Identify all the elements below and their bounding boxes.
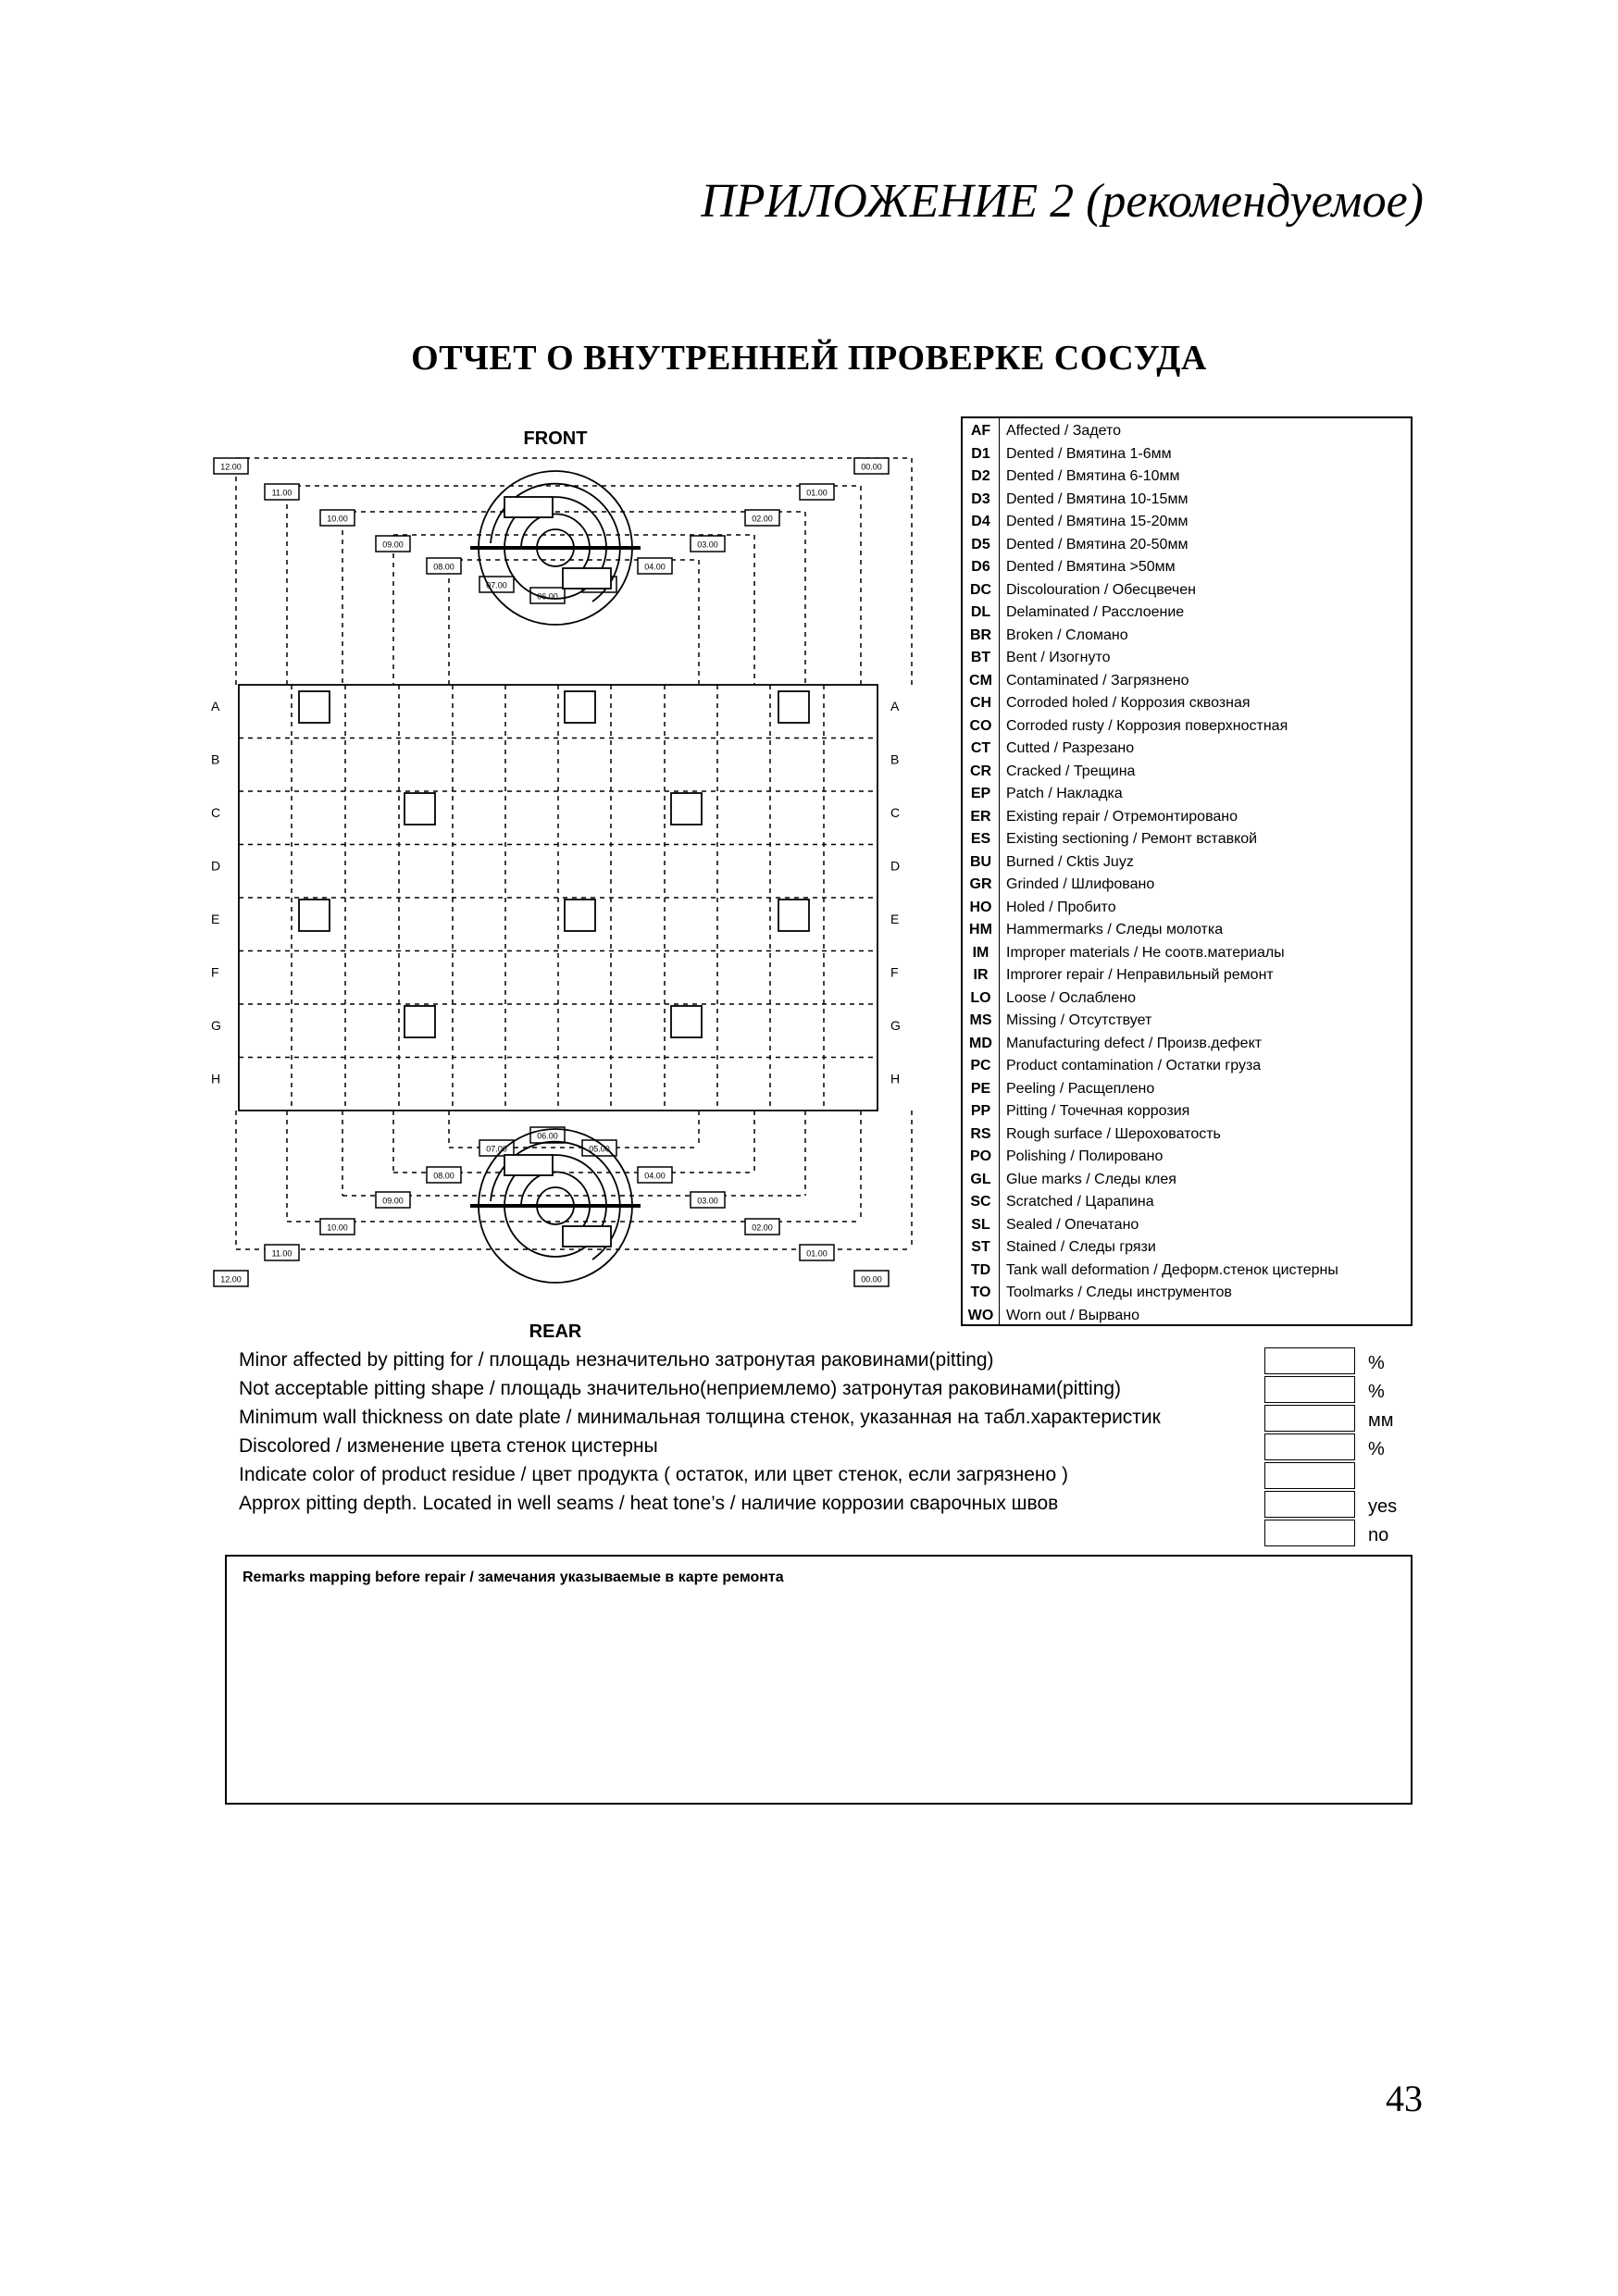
- question-text: Indicate color of product residue / цвет продукта ( остаток, или цвет стенок, если загрязнено ): [239, 1464, 1069, 1485]
- front-label: FRONT: [523, 428, 588, 449]
- legend-text: Dented / Вмятина 10-15мм: [1006, 490, 1189, 507]
- legend-code: PC: [970, 1058, 991, 1074]
- clock-label: 06.00: [537, 591, 558, 602]
- legend-text: Contaminated / Загрязнено: [1006, 672, 1189, 689]
- row-label-left: E: [211, 912, 220, 926]
- answer-field[interactable]: [1264, 1491, 1355, 1518]
- legend-text: Grinded / Шлифовано: [1006, 876, 1155, 892]
- clock-label: 07.00: [486, 580, 507, 590]
- clock-label: 08.00: [433, 1171, 454, 1181]
- row-label-left: B: [211, 751, 220, 767]
- legend-row: [963, 919, 1411, 942]
- legend-code: AF: [970, 423, 991, 439]
- legend-code: WO: [967, 1307, 994, 1323]
- answer-field[interactable]: [1264, 1462, 1355, 1489]
- legend-code: GR: [969, 876, 992, 892]
- legend-code: SL: [971, 1216, 990, 1233]
- answer-field[interactable]: [1264, 1520, 1355, 1546]
- remarks-label: Remarks mapping before repair / замечания указываемые в карте ремонта: [243, 1570, 784, 1585]
- clock-label: 11.00: [271, 1248, 292, 1259]
- legend-text: Scratched / Царапина: [1006, 1194, 1154, 1210]
- legend-code: GL: [970, 1171, 991, 1187]
- legend-text: Cutted / Разрезано: [1006, 740, 1135, 756]
- legend-text: Dented / Вмятина 15-20мм: [1006, 514, 1189, 529]
- legend-text: Rough surface / Шероховатость: [1006, 1125, 1221, 1142]
- row-label-right: C: [890, 805, 901, 820]
- legend-row: [963, 692, 1411, 715]
- legend-code: ER: [970, 808, 991, 825]
- legend-code: D4: [971, 514, 990, 529]
- vessel-inspection-diagram: [199, 416, 940, 1351]
- legend-text: Cracked / Трещина: [1006, 763, 1136, 779]
- legend-code: PO: [969, 1148, 992, 1164]
- legend-text: Polishing / Полировано: [1006, 1148, 1164, 1164]
- legend-text: Stained / Следы грязи: [1006, 1239, 1156, 1255]
- legend-row: [963, 443, 1411, 466]
- marker-box: [404, 793, 435, 825]
- rear-manway-marker-box: [563, 1226, 611, 1247]
- clock-label: 09.00: [382, 540, 404, 550]
- marker-box: [671, 1006, 702, 1037]
- front-manway-marker-box: [504, 497, 553, 517]
- answer-unit: мм: [1368, 1410, 1394, 1431]
- clock-label: 12.00: [220, 462, 242, 472]
- legend-row: [963, 738, 1411, 761]
- legend-text: Patch / Накладка: [1006, 786, 1123, 801]
- legend-code: BU: [969, 853, 992, 870]
- clock-label: 03.00: [697, 1196, 718, 1206]
- legend-code: CO: [969, 717, 992, 734]
- legend-row: [963, 1146, 1411, 1169]
- legend-text: Toolmarks / Следы инструментов: [1006, 1285, 1232, 1300]
- legend-text: Dented / Вмятина 6-10мм: [1006, 468, 1180, 484]
- legend-code: D1: [971, 445, 990, 462]
- front-manway-marker-box: [563, 568, 611, 589]
- legend-text: Bent / Изогнуто: [1006, 650, 1111, 665]
- page-number: 43: [1386, 2078, 1423, 2119]
- clock-label: 09.00: [382, 1196, 404, 1206]
- legend-code: D2: [971, 468, 990, 484]
- legend-row: [963, 942, 1411, 965]
- legend-row: [963, 851, 1411, 875]
- legend-text: Hammermarks / Следы молотка: [1006, 922, 1224, 937]
- legend-text: Sealed / Опечатано: [1006, 1216, 1139, 1233]
- legend-row: [963, 465, 1411, 489]
- legend-code: PE: [970, 1080, 991, 1097]
- question-text: Minimum wall thickness on date plate / минимальная толщина стенок, указанная на табл.характеристик: [239, 1407, 1161, 1428]
- question-text: Discolored / изменение цвета стенок цистерны: [239, 1435, 658, 1457]
- legend-row: [963, 1214, 1411, 1237]
- legend-row: [963, 964, 1411, 987]
- legend-code: D6: [971, 559, 990, 575]
- legend-code: TD: [970, 1261, 991, 1278]
- legend-code: EP: [970, 786, 991, 801]
- legend-text: Peeling / Расщеплено: [1006, 1080, 1155, 1097]
- marker-box: [778, 691, 809, 723]
- legend-row: [963, 556, 1411, 579]
- legend-row: [963, 511, 1411, 534]
- marker-box: [565, 691, 595, 723]
- legend-text: Discolouration / Обесцвечен: [1006, 581, 1196, 598]
- marker-box: [778, 900, 809, 931]
- legend-row: [963, 1191, 1411, 1214]
- row-label-left: F: [211, 964, 219, 980]
- rear-label: REAR: [529, 1322, 582, 1342]
- legend-row: [963, 897, 1411, 920]
- legend-code: ST: [971, 1239, 990, 1255]
- legend-code: IR: [973, 967, 989, 983]
- clock-label: 08.00: [433, 562, 454, 572]
- legend-row: [963, 1033, 1411, 1056]
- defect-code-legend: [961, 416, 1413, 1326]
- marker-box: [404, 1006, 435, 1037]
- legend-code: PP: [970, 1103, 991, 1119]
- legend-code: MS: [969, 1012, 992, 1028]
- legend-code: BT: [970, 650, 991, 665]
- marker-box: [671, 793, 702, 825]
- legend-row: [963, 1236, 1411, 1260]
- legend-text: Dented / Вмятина >50мм: [1006, 559, 1176, 575]
- answer-unit: %: [1368, 1439, 1385, 1459]
- clock-label: 00.00: [861, 462, 882, 472]
- answer-field[interactable]: [1264, 1405, 1355, 1432]
- legend-row: [963, 420, 1411, 443]
- legend-text: Improper materials / Не соотв.материалы: [1006, 944, 1285, 961]
- legend-code: HO: [969, 899, 992, 915]
- marker-box: [299, 691, 330, 723]
- remarks-box[interactable]: [225, 1555, 1413, 1805]
- legend-row: [963, 602, 1411, 625]
- row-label-right: B: [890, 751, 900, 767]
- legend-row: [963, 1123, 1411, 1147]
- legend-row: [963, 715, 1411, 738]
- legend-text: Glue marks / Следы клея: [1006, 1171, 1176, 1187]
- legend-text: Broken / Сломано: [1006, 627, 1128, 643]
- legend-code: ES: [970, 831, 991, 847]
- clock-label: 12.00: [220, 1274, 242, 1285]
- row-label-left: C: [211, 805, 221, 820]
- legend-code: CM: [969, 672, 992, 689]
- legend-text: Corroded rusty / Коррозия поверхностная: [1006, 717, 1288, 734]
- clock-label: 01.00: [806, 1248, 828, 1259]
- clock-label: 06.00: [537, 1131, 558, 1141]
- row-label-left: G: [211, 1018, 221, 1033]
- legend-text: Worn out / Вырвано: [1006, 1307, 1139, 1323]
- clock-label: 02.00: [752, 514, 773, 524]
- row-label-right: H: [890, 1071, 901, 1086]
- legend-text: Missing / Отсутствует: [1006, 1012, 1152, 1028]
- row-label-right: A: [890, 699, 900, 714]
- clock-label: 05.00: [589, 1144, 610, 1154]
- legend-text: Existing sectioning / Ремонт вставкой: [1006, 831, 1258, 847]
- legend-row: [963, 1010, 1411, 1033]
- legend-code: HM: [969, 922, 992, 937]
- clock-label: 03.00: [697, 540, 718, 550]
- answer-field[interactable]: [1264, 1347, 1355, 1374]
- legend-code: RS: [970, 1125, 991, 1142]
- document-title: ОТЧЕТ О ВНУТРЕННЕЙ ПРОВЕРКЕ СОСУДА: [411, 339, 1207, 378]
- legend-row: [963, 783, 1411, 806]
- row-label-left: H: [211, 1071, 221, 1086]
- legend-code: DL: [970, 604, 991, 620]
- legend-code: MD: [969, 1035, 992, 1051]
- legend-row: [963, 534, 1411, 557]
- legend-code: CR: [969, 763, 992, 779]
- legend-text: Dented / Вмятина 20-50мм: [1006, 536, 1189, 552]
- appendix-heading: ПРИЛОЖЕНИЕ 2 (рекомендуемое): [701, 175, 1424, 228]
- answer-field[interactable]: [1264, 1376, 1355, 1403]
- answer-field[interactable]: [1264, 1433, 1355, 1460]
- legend-row: [963, 1055, 1411, 1078]
- question-text: Approx pitting depth. Located in well seams / heat tone’s / наличие коррозии сварочных швов: [239, 1493, 1059, 1514]
- legend-code: DC: [969, 581, 992, 598]
- legend-code: BR: [969, 627, 992, 643]
- legend-row: [963, 670, 1411, 693]
- legend-row: [963, 1282, 1411, 1305]
- legend-text: Corroded holed / Коррозия сквозная: [1006, 695, 1251, 711]
- clock-label: 10.00: [327, 514, 348, 524]
- legend-text: Burned / Cktis Juyz: [1006, 853, 1134, 870]
- legend-row: [963, 987, 1411, 1011]
- legend-code: CT: [970, 740, 991, 756]
- legend-row: [963, 1078, 1411, 1101]
- legend-text: Loose / Ослаблено: [1006, 989, 1137, 1006]
- legend-text: Affected / Задето: [1006, 423, 1122, 439]
- legend-code: IM: [972, 944, 989, 961]
- legend-text: Product contamination / Остатки груза: [1006, 1058, 1262, 1074]
- answer-unit: no: [1368, 1525, 1389, 1545]
- legend-code: D3: [971, 490, 990, 507]
- legend-row: [963, 1169, 1411, 1192]
- legend-row: [963, 1260, 1411, 1283]
- clock-label: 10.00: [327, 1222, 348, 1233]
- legend-text: Pitting / Точечная коррозия: [1006, 1103, 1190, 1119]
- legend-code: D5: [971, 536, 990, 552]
- clock-label: 04.00: [644, 1171, 666, 1181]
- marker-box: [565, 900, 595, 931]
- clock-label: 02.00: [752, 1222, 773, 1233]
- answer-unit: %: [1368, 1382, 1385, 1402]
- marker-box: [299, 900, 330, 931]
- legend-code: CH: [969, 695, 992, 711]
- legend-row: [963, 761, 1411, 784]
- question-text: Not acceptable pitting shape / площадь значительно(неприемлемо) затронутая раковинами(pitting): [239, 1378, 1122, 1399]
- legend-code: TO: [970, 1285, 991, 1300]
- legend-text: Manufacturing defect / Произв.дефект: [1006, 1035, 1263, 1051]
- legend-row: [963, 579, 1411, 602]
- row-label-left: A: [211, 699, 220, 714]
- legend-text: Existing repair / Отремонтировано: [1006, 808, 1238, 825]
- legend-text: Holed / Пробито: [1006, 899, 1116, 915]
- row-label-left: D: [211, 858, 221, 874]
- answer-unit: yes: [1368, 1496, 1398, 1517]
- clock-label: 04.00: [644, 562, 666, 572]
- legend-row: [963, 625, 1411, 648]
- row-label-right: F: [890, 964, 899, 980]
- clock-label: 11.00: [271, 488, 292, 498]
- clock-label: 01.00: [806, 488, 828, 498]
- legend-code: SC: [970, 1194, 991, 1210]
- legend-row: [963, 647, 1411, 670]
- legend-text: Dented / Вмятина 1-6мм: [1006, 445, 1172, 462]
- legend-row: [963, 489, 1411, 512]
- legend-row: [963, 1305, 1411, 1328]
- clock-label: 00.00: [861, 1274, 882, 1285]
- clock-label: 07.00: [486, 1144, 507, 1154]
- row-label-right: E: [890, 912, 900, 926]
- legend-text: Improrer repair / Неправильный ремонт: [1006, 967, 1274, 983]
- legend-text: Tank wall deformation / Деформ.стенок цистерны: [1006, 1261, 1338, 1278]
- legend-text: Delaminated / Расслоение: [1006, 604, 1185, 620]
- answer-unit: %: [1368, 1353, 1385, 1373]
- rear-manway-marker-box: [504, 1155, 553, 1175]
- legend-row: [963, 828, 1411, 851]
- row-label-right: D: [890, 858, 901, 874]
- legend-row: [963, 1100, 1411, 1123]
- row-label-right: G: [890, 1018, 901, 1033]
- question-text: Minor affected by pitting for / площадь незначительно затронутая раковинами(pitting): [239, 1349, 994, 1371]
- legend-row: [963, 806, 1411, 829]
- legend-code: LO: [970, 989, 991, 1006]
- legend-row: [963, 874, 1411, 897]
